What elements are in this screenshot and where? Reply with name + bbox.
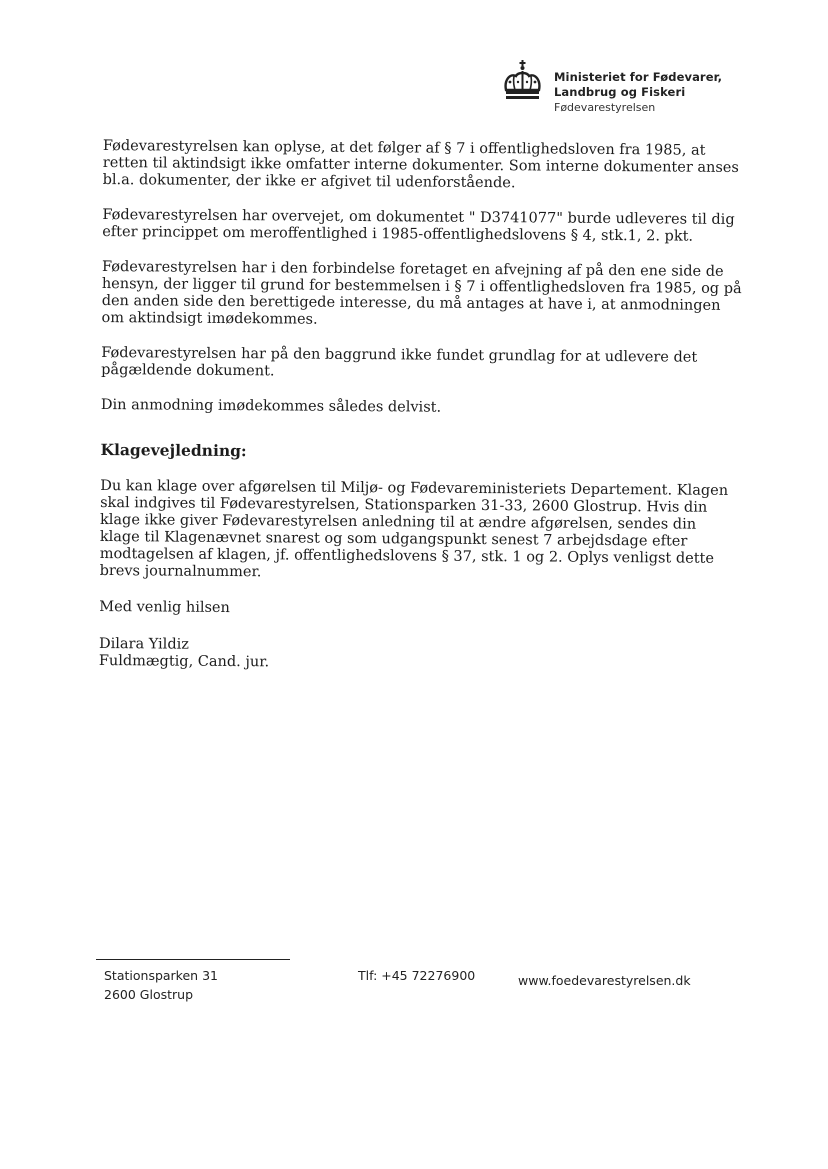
footer-address-city: 2600 Glostrup: [104, 987, 194, 1002]
footer-address-street: Stationsparken 31: [104, 968, 218, 983]
paragraph-balancing: Fødevarestyrelsen har i den forbindelse foretaget en afvejning af på den ene side de hensyn, der ligger til grund for bestemmelsen i § 7 i offentlighedsloven fra 1985, og på den anden side den berettigede interesse, du må antages at have i, at anmodningen om aktindsigt imødekommes.: [101, 258, 742, 328]
paragraph-decision: Fødevarestyrelsen har på den baggrund ikke fundet grundlag for at udlevere det pågældende dokument.: [101, 344, 698, 380]
closing-greeting: Med venlig hilsen: [99, 598, 230, 617]
signer-name: Dilara Yildiz: [98, 635, 189, 653]
appeal-guidance: Du kan klage over afgørelsen til Miljø- og Fødevareministeriets Departement. Klagen skal indgives til Fødevarestyrelsen, Stationsparken 31-33, 2600 Glostrup. Hvis din klage ikke giver Fødevarestyrelsen anledning til at ændre afgørelsen, sendes din klage til Klagenævnet snarest og som udgangspunkt senest 7 arbejdsdage efter modtagelsen af klagen, jf. offentlighedslovens § 37, stk. 1 og 2. Oplys venligst dette brevs journalnummer.: [99, 477, 729, 581]
appeal-heading: Klagevejledning:: [100, 439, 247, 461]
agency-name: Fødevarestyrelsen: [554, 101, 656, 114]
paragraph-internal-documents: Fødevarestyrelsen kan oplyse, at det følger af § 7 i offentlighedsloven fra 1985, at retten til aktindsigt ikke omfatter interne dokumenter. Som interne dokumenter anses bl.a. dokumenter, der ikke er afgivet til udenforstående.: [102, 138, 739, 192]
ministry-name-line2: Landbrug og Fiskeri: [554, 85, 686, 99]
footer-address: [104, 966, 218, 1004]
paragraph-extended-access: Fødevarestyrelsen har overvejet, om dokumentet " D3741077" burde udleveres til dig efter princippet om meroffentlighed i 1985-offentlighedslovens § 4, stk.1, 2. pkt.: [102, 206, 735, 245]
signer-title: Fuldmægtig, Cand. jur.: [98, 652, 270, 671]
ministry-name: [554, 70, 722, 115]
footer-phone: Tlf: +45 72276900: [358, 968, 476, 983]
ministry-name-line1: Ministeriet for Fødevarer,: [554, 70, 723, 84]
footer-divider: [96, 959, 290, 960]
paragraph-partial-grant: Din anmodning imødekommes således delvist.: [100, 396, 442, 416]
footer-website-link[interactable]: www.foedevarestyrelsen.dk: [518, 973, 691, 988]
crown-logo-icon: [500, 60, 546, 104]
letter-body: [99, 138, 743, 675]
letterhead: [500, 60, 800, 120]
